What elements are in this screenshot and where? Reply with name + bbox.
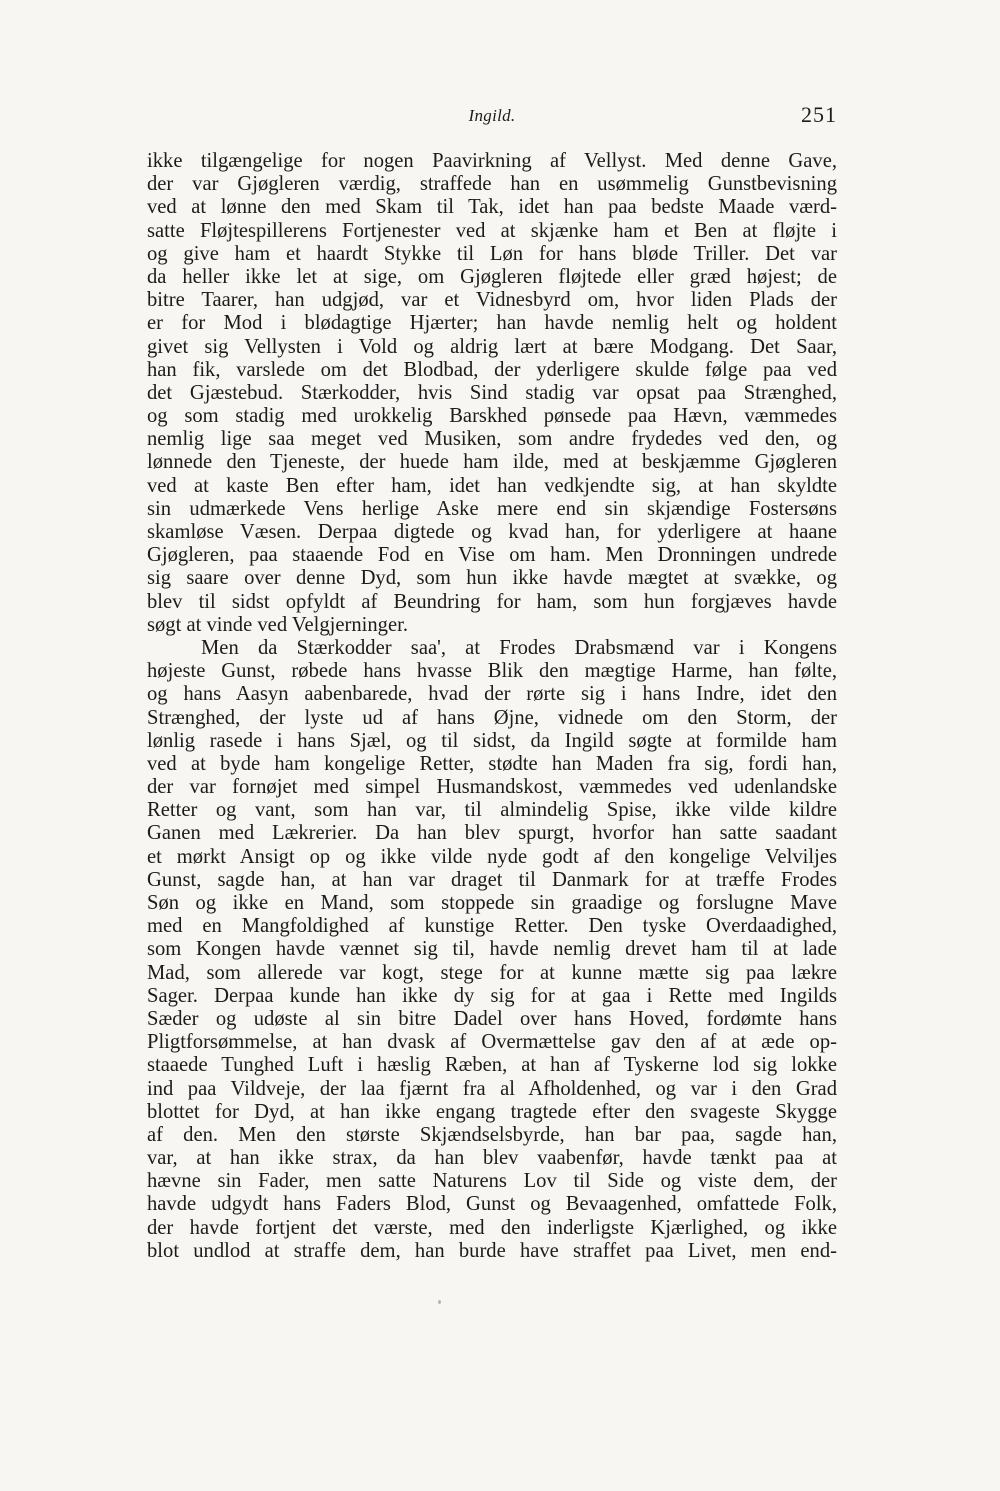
text-line: med en Mangfoldighed af kunstige Retter. Den tyske Overdaadighed, (147, 915, 837, 938)
text-line: da heller ikke let at sige, om Gjøgleren fløjtede eller græd højest; de (147, 265, 837, 288)
text-line: det Gjæstebud. Stærkodder, hvis Sind stadig var opsat paa Strænghed, (147, 381, 837, 404)
text-line: Men da Stærkodder saa', at Frodes Drabsmænd var i Kongens (201, 636, 837, 659)
text-line: nemlig lige saa meget ved Musiken, som andre frydedes ved den, og (147, 428, 837, 451)
text-line: ind paa Vildveje, der laa fjærnt fra al Afholdenhed, og var i den Grad (147, 1077, 837, 1100)
text-line: er for Mod i blødagtige Hjærter; han havde nemlig helt og holdent (147, 312, 837, 335)
text-line: lønnede den Tjeneste, der huede ham ilde, med at beskjæmme Gjøgleren (147, 451, 837, 474)
text-line: givet sig Vellysten i Vold og aldrig lært at bære Modgang. Det Saar, (147, 335, 837, 358)
text-line: Retter og vant, som han var, til almindelig Spise, ikke vilde kildre (147, 799, 837, 822)
paper-speck (438, 1300, 441, 1304)
text-line: Strænghed, der lyste ud af hans Øjne, vidnede om den Storm, der (147, 706, 837, 729)
running-title: Ingild. (468, 106, 516, 125)
text-line: der havde fortjent det værste, med den inderligste Kjærlighed, og ikke (147, 1216, 837, 1239)
text-line: og som stadig med urokkelig Barskhed pønsede paa Hævn, væmmedes (147, 405, 837, 428)
text-line: og give ham et haardt Stykke til Løn for hans bløde Triller. Det var (147, 242, 837, 265)
text-line: bitre Taarer, han udgjød, var et Vidnesbyrd om, hvor liden Plads der (147, 289, 837, 312)
text-line: Gjøgleren, paa staaende Fod en Vise om ham. Men Dronningen undrede (147, 544, 837, 567)
text-line: Mad, som allerede var kogt, stege for at kunne mætte sig paa lækre (147, 961, 837, 984)
text-line: Pligtforsømmelse, at han dvask af Overmættelse gav den af at æde op- (147, 1031, 837, 1054)
text-line: Søn og ikke en Mand, som stoppede sin graadige og forslugne Mave (147, 892, 837, 914)
text-line: og hans Aasyn aabenbarede, hvad der rørte sig i hans Indre, idet den (147, 683, 837, 706)
text-line: et mørkt Ansigt op og ikke vilde nyde godt af den kongelige Velviljes (147, 845, 837, 868)
text-line: lønlig rasede i hans Sjæl, og til sidst, da Ingild søgte at formilde ham (147, 729, 837, 752)
text-line: hævne sin Fader, men satte Naturens Lov til Side og viste dem, der (147, 1170, 837, 1193)
text-line: blev til sidst opfyldt af Beundring for ham, som hun forgjæves havde (147, 590, 837, 613)
text-line: som Kongen havde vænnet sig til, havde nemlig drevet ham til at lade (147, 938, 837, 961)
text-line: der var fornøjet med simpel Husmandskost, væmmedes ved udenlandske (147, 776, 837, 799)
text-line: Sæder og udøste al sin bitre Dadel over hans Hoved, fordømte hans (147, 1007, 837, 1030)
text-line: sig saare over denne Dyd, som hun ikke havde mægtet at svække, og (147, 567, 837, 590)
text-line: Ganen med Lækrerier. Da han blev spurgt, hvorfor han satte saadant (147, 822, 837, 845)
text-line: sin udmærkede Vens herlige Aske mere end sin skjændige Fostersøns (147, 497, 837, 520)
text-line: ved at lønne den med Skam til Tak, idet han paa bedste Maade værd- (147, 196, 837, 219)
running-head (147, 102, 837, 132)
text-line: blot undlod at straffe dem, han burde have straffet paa Livet, men end- (147, 1239, 837, 1262)
text-line: havde udgydt hans Faders Blod, Gunst og Bevaagenhed, omfattede Folk, (147, 1193, 837, 1216)
text-line: af den. Men den største Skjændselsbyrde, han bar paa, sagde han, (147, 1123, 837, 1146)
text-line: ikke tilgængelige for nogen Paavirkning af Vellyst. Med denne Gave, (147, 150, 837, 172)
body-text (147, 150, 837, 1263)
page-number: 251 (801, 102, 837, 127)
text-line: højeste Gunst, røbede hans hvasse Blik den mægtige Harme, han følte, (147, 660, 837, 683)
text-line: satte Fløjtespillerens Fortjenester ved at skjænke ham et Ben at fløjte i (147, 219, 837, 242)
text-line: var, at han ikke strax, da han blev vaabenfør, havde tænkt paa at (147, 1147, 837, 1170)
text-line: Gunst, sagde han, at han var draget til Danmark for at træffe Frodes (147, 868, 837, 891)
text-line: der var Gjøgleren værdig, straffede han en usømmelig Gunstbevisning (147, 173, 837, 196)
text-line: staaede Tunghed Luft i hæslig Ræben, at han af Tyskerne lod sig lokke (147, 1054, 837, 1077)
text-line: han fik, varslede om det Blodbad, der yderligere skulde følge paa ved (147, 358, 837, 381)
text-line: skamløse Væsen. Derpaa digtede og kvad han, for yderligere at haane (147, 521, 837, 543)
text-line: søgt at vinde ved Velgjerninger. (147, 613, 408, 636)
text-line: Sager. Derpaa kunde han ikke dy sig for at gaa i Rette med Ingilds (147, 984, 837, 1007)
text-line: blottet for Dyd, at han ikke engang tragtede efter den svageste Skygge (147, 1100, 837, 1123)
text-line: ved at kaste Ben efter ham, idet han vedkjendte sig, at han skyldte (147, 474, 837, 497)
text-line: ved at byde ham kongelige Retter, stødte han Maden fra sig, fordi han, (147, 752, 837, 775)
